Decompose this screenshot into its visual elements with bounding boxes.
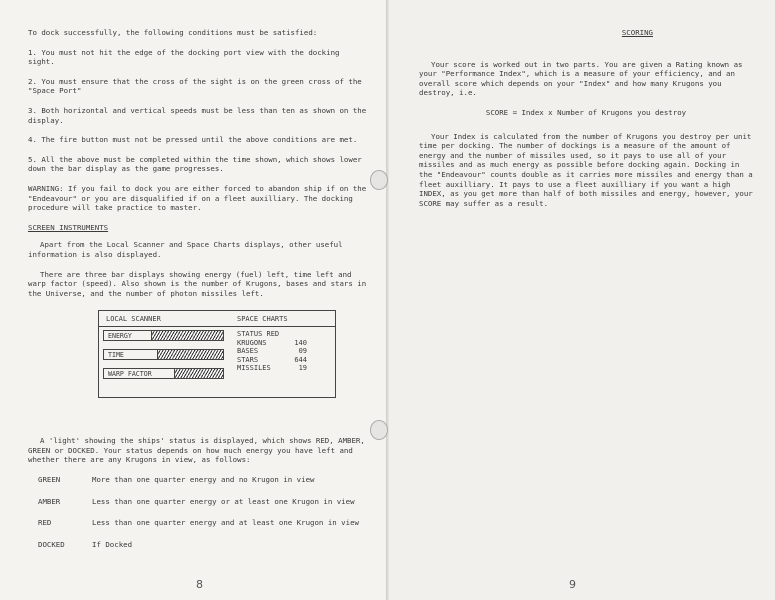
- status-item-amber: [28, 497, 369, 507]
- warning-text: WARNING: If you fail to dock you are either forced to abandon ship if on the "Endeavour" or you are disqualified if on a fleet auxilliary. The docking procedure will take practice to master.: [28, 183, 367, 213]
- status-item-red: [28, 518, 369, 528]
- stat-row: [237, 364, 307, 372]
- instruments-para-1: Apart from the Local Scanner and Space Charts displays, other useful information is also displayed.: [28, 240, 343, 259]
- right-page: [389, 0, 775, 600]
- binding-hole: [370, 420, 388, 440]
- score-formula: SCORE = Index x Number of Krugons you destroy: [485, 107, 687, 117]
- stat-value: 140: [294, 338, 307, 347]
- status-item-green: [28, 475, 369, 485]
- stat-name: MISSILES: [237, 363, 271, 372]
- stat-value: 19: [298, 363, 307, 372]
- status-key: DOCKED: [38, 539, 65, 549]
- warp-factor-bar-label: WARP FACTOR: [108, 370, 152, 379]
- stat-name: BASES: [237, 347, 259, 356]
- energy-bar-label: ENERGY: [108, 332, 132, 341]
- scoring-heading: SCORING: [621, 28, 653, 37]
- condition-4: 4. The fire button must not be pressed until the above conditions are met.: [28, 135, 358, 145]
- status-desc: Less than one quarter energy or at least one Krugon in view: [92, 496, 355, 506]
- time-bar-fill: [157, 350, 223, 359]
- time-bar: [103, 349, 224, 360]
- energy-bar-fill: [151, 331, 223, 340]
- status-light-para: A 'light' showing the ships' status is displayed, which shows RED, AMBER, GREEN or DOCKED. Your status depends on how much energy you have left and whether there are any Krugons in view, as follows:: [28, 436, 365, 465]
- panel-divider: [99, 326, 335, 327]
- condition-2: 2. You must ensure that the cross of the sight is on the green cross of the "Space Port": [28, 76, 362, 96]
- stat-value: 644: [294, 355, 307, 364]
- status-desc: If Docked: [92, 539, 133, 549]
- stat-name: KRUGONS: [237, 338, 267, 347]
- screen-instruments-heading: SCREEN INSTRUMENTS: [28, 222, 109, 232]
- time-bar-label: TIME: [108, 351, 124, 360]
- stat-value: 09: [298, 347, 307, 356]
- status-item-docked: [28, 540, 369, 550]
- condition-1: 1. You must not hit the edge of the docking port view with the docking sight.: [28, 47, 340, 67]
- scoring-para-1: Your score is worked out in two parts. You are given a Rating known as your "Performance Index", which is a measure of your efficiency, and an overall score which depends on your "Index" and how many Krugons you destroy, i.e.: [419, 59, 743, 98]
- energy-bar: [103, 330, 224, 341]
- warp-factor-bar: [103, 368, 224, 379]
- status-desc: Less than one quarter energy and at least one Krugon in view: [92, 518, 359, 528]
- stat-name: STARS: [237, 355, 259, 364]
- stat-row: [237, 356, 307, 364]
- space-charts-label: SPACE CHARTS: [237, 315, 288, 324]
- page-number: 8: [196, 578, 203, 592]
- local-scanner-label: LOCAL SCANNER: [106, 315, 161, 324]
- warp-factor-bar-fill: [174, 369, 223, 378]
- condition-3: 3. Both horizontal and vertical speeds must be less than ten as shown on the display.: [28, 105, 367, 125]
- scoring-para-2: Your Index is calculated from the number of Krugons you destroy per unit time per docking. The number of dockings is a measure of the amount of energy and the number of missiles used, so it pays to use all of your missiles and as much energy as possible before docking again. Docking in the "Endeavour" counts double as it carries more missiles and energy than a fleet auxilliary. It pays to use a fleet auxilliary if you want a high INDEX, as you get more than half of both missiles and energy, however, your SCORE may suffer as a result.: [419, 131, 753, 208]
- status-key: AMBER: [38, 496, 61, 506]
- binding-hole: [370, 170, 388, 190]
- stat-row: [237, 347, 307, 355]
- status-key: RED: [38, 518, 52, 528]
- instruments-para-2: There are three bar displays showing energy (fuel) left, time left and warp factor (speed). Also shown is the number of Krugons, bases and stars in the Universe, and the number of photon missiles left.: [28, 269, 367, 298]
- status-title: STATUS RED: [237, 330, 280, 339]
- instrument-panel-diagram: [98, 310, 336, 398]
- page-number: 9: [569, 578, 576, 592]
- status-desc: More than one quarter energy and no Krugon in view: [92, 475, 315, 485]
- intro-text: To dock successfully, the following conditions must be satisfied:: [28, 28, 318, 37]
- status-key: GREEN: [38, 475, 61, 485]
- condition-5: 5. All the above must be completed within the time shown, which shows lower down the bar display as the game progresses.: [28, 154, 362, 174]
- stat-row: [237, 339, 307, 347]
- status-list: [237, 330, 307, 372]
